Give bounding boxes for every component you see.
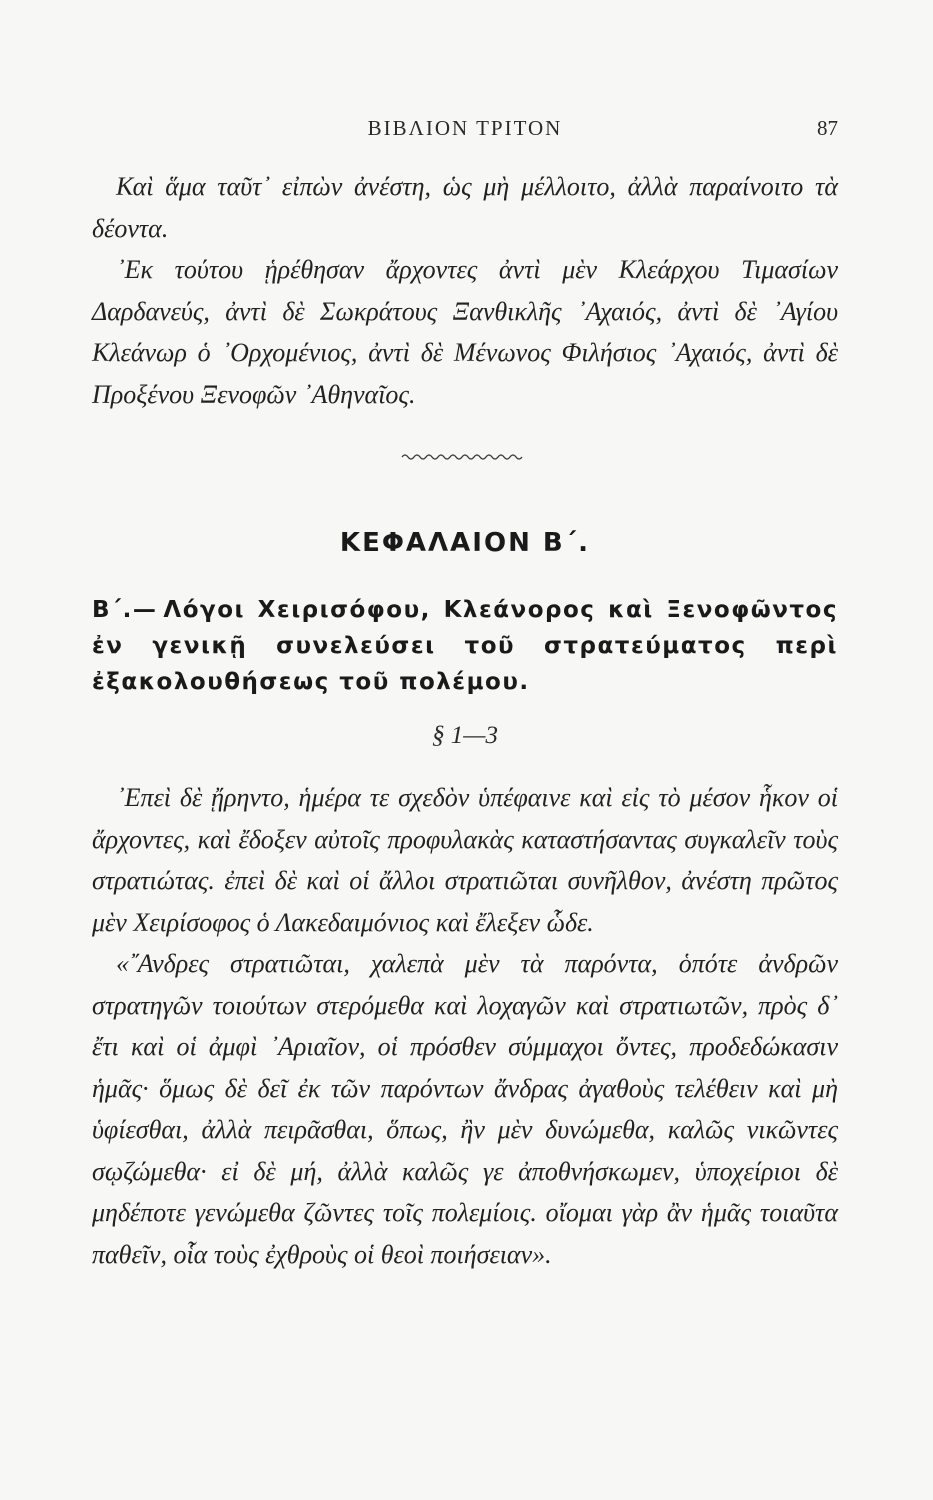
top-text-block <box>92 166 838 415</box>
wavy-divider-ornament <box>400 450 526 464</box>
page-number: 87 <box>817 116 838 140</box>
paragraph-speech-end: Καὶ ἅμα ταῦτ᾽ εἰπὼν ἀνέστη, ὡς μὴ μέλλοιτο, ἀλλὰ παραίνοιτο τὰ δέοντα. <box>92 172 838 243</box>
summary-number: Β΄.— <box>92 597 158 623</box>
summary-text: Λόγοι Χειρισόφου, Κλεάνορος καὶ Ξενοφῶντος ἐν γενικῇ συνελεύσει τοῦ στρατεύματος περὶ ἐξακολουθήσεως τοῦ πολέμου. <box>92 597 838 695</box>
section-marker: § 1—3 <box>432 722 498 749</box>
chapter-summary <box>92 592 838 700</box>
paragraph-cheirisophus-speech: «῎Ανδρες στρατιῶται, χαλεπὰ μὲν τὰ παρόντα, ὁπότε ἀνδρῶν στρατηγῶν τοιούτων στερόμεθα καὶ λοχαγῶν καὶ στρατιωτῶν, πρὸς δ᾽ ἔτι καὶ οἱ ἀμφὶ ᾽Αριαῖον, οἱ πρόσθεν σύμμαχοι ὄντες, προδεδώκασιν ἡμᾶς· ὅμως δὲ δεῖ ἐκ τῶν παρόντων ἄνδρας ἀγαθοὺς τελέθειν καὶ μὴ ὑφίεσθαι, ἀλλὰ πειρᾶσθαι, ὅπως, ἢν μὲν δυνώμεθα, καλῶς νικῶντες σῳζώμεθα· εἰ δὲ μή, ἀλλὰ καλῶς γε ἀποθνήσκωμεν, ὑποχείριοι δὲ μηδέποτε γενώμεθα ζῶντες τοῖς πολεμίοις. οἴομαι γὰρ ἂν ἡμᾶς τοιαῦτα παθεῖν, οἷα τοὺς ἐχθροὺς οἱ θεοὶ ποιήσειαν». <box>92 949 838 1269</box>
running-title: ΒΙΒΛΙΟΝ ΤΡΙΤΟΝ <box>367 116 563 140</box>
page-header <box>92 116 838 146</box>
paragraph-new-commanders: ᾽Εκ τούτου ᾑρέθησαν ἄρχοντες ἀντὶ μὲν Κλεάρχου Τιμασίων Δαρδανεύς, ἀντὶ δὲ Σωκράτους Ξανθικλῆς ᾽Αχαιός, ἀντὶ δὲ ᾽Αγίου Κλεάνωρ ὁ ᾽Ορχομένιος, ἀντὶ δὲ Μένωνος Φιλήσιος ᾽Αχαιός, ἀντὶ δὲ Προξένου Ξενοφῶν ᾽Αθηναῖος. <box>92 255 838 409</box>
paragraph-assembly: ᾽Επεὶ δὲ ᾔρηντο, ἡμέρα τε σχεδὸν ὑπέφαινε καὶ εἰς τὸ μέσον ἧκον οἱ ἄρχοντες, καὶ ἔδοξεν αὐτοῖς προφυλακὰς καταστήσαντας συγκαλεῖν τοὺς στρατιώτας. ἐπεὶ δὲ καὶ οἱ ἄλλοι στρατιῶται συνῆλθον, ἀνέστη πρῶτος μὲν Χειρίσοφος ὁ Λακεδαιμόνιος καὶ ἔλεξεν ὧδε. <box>92 783 838 937</box>
bottom-text-block <box>92 777 838 1275</box>
chapter-title: ΚΕΦΑΛΑΙΟΝ Β΄. <box>339 528 591 558</box>
